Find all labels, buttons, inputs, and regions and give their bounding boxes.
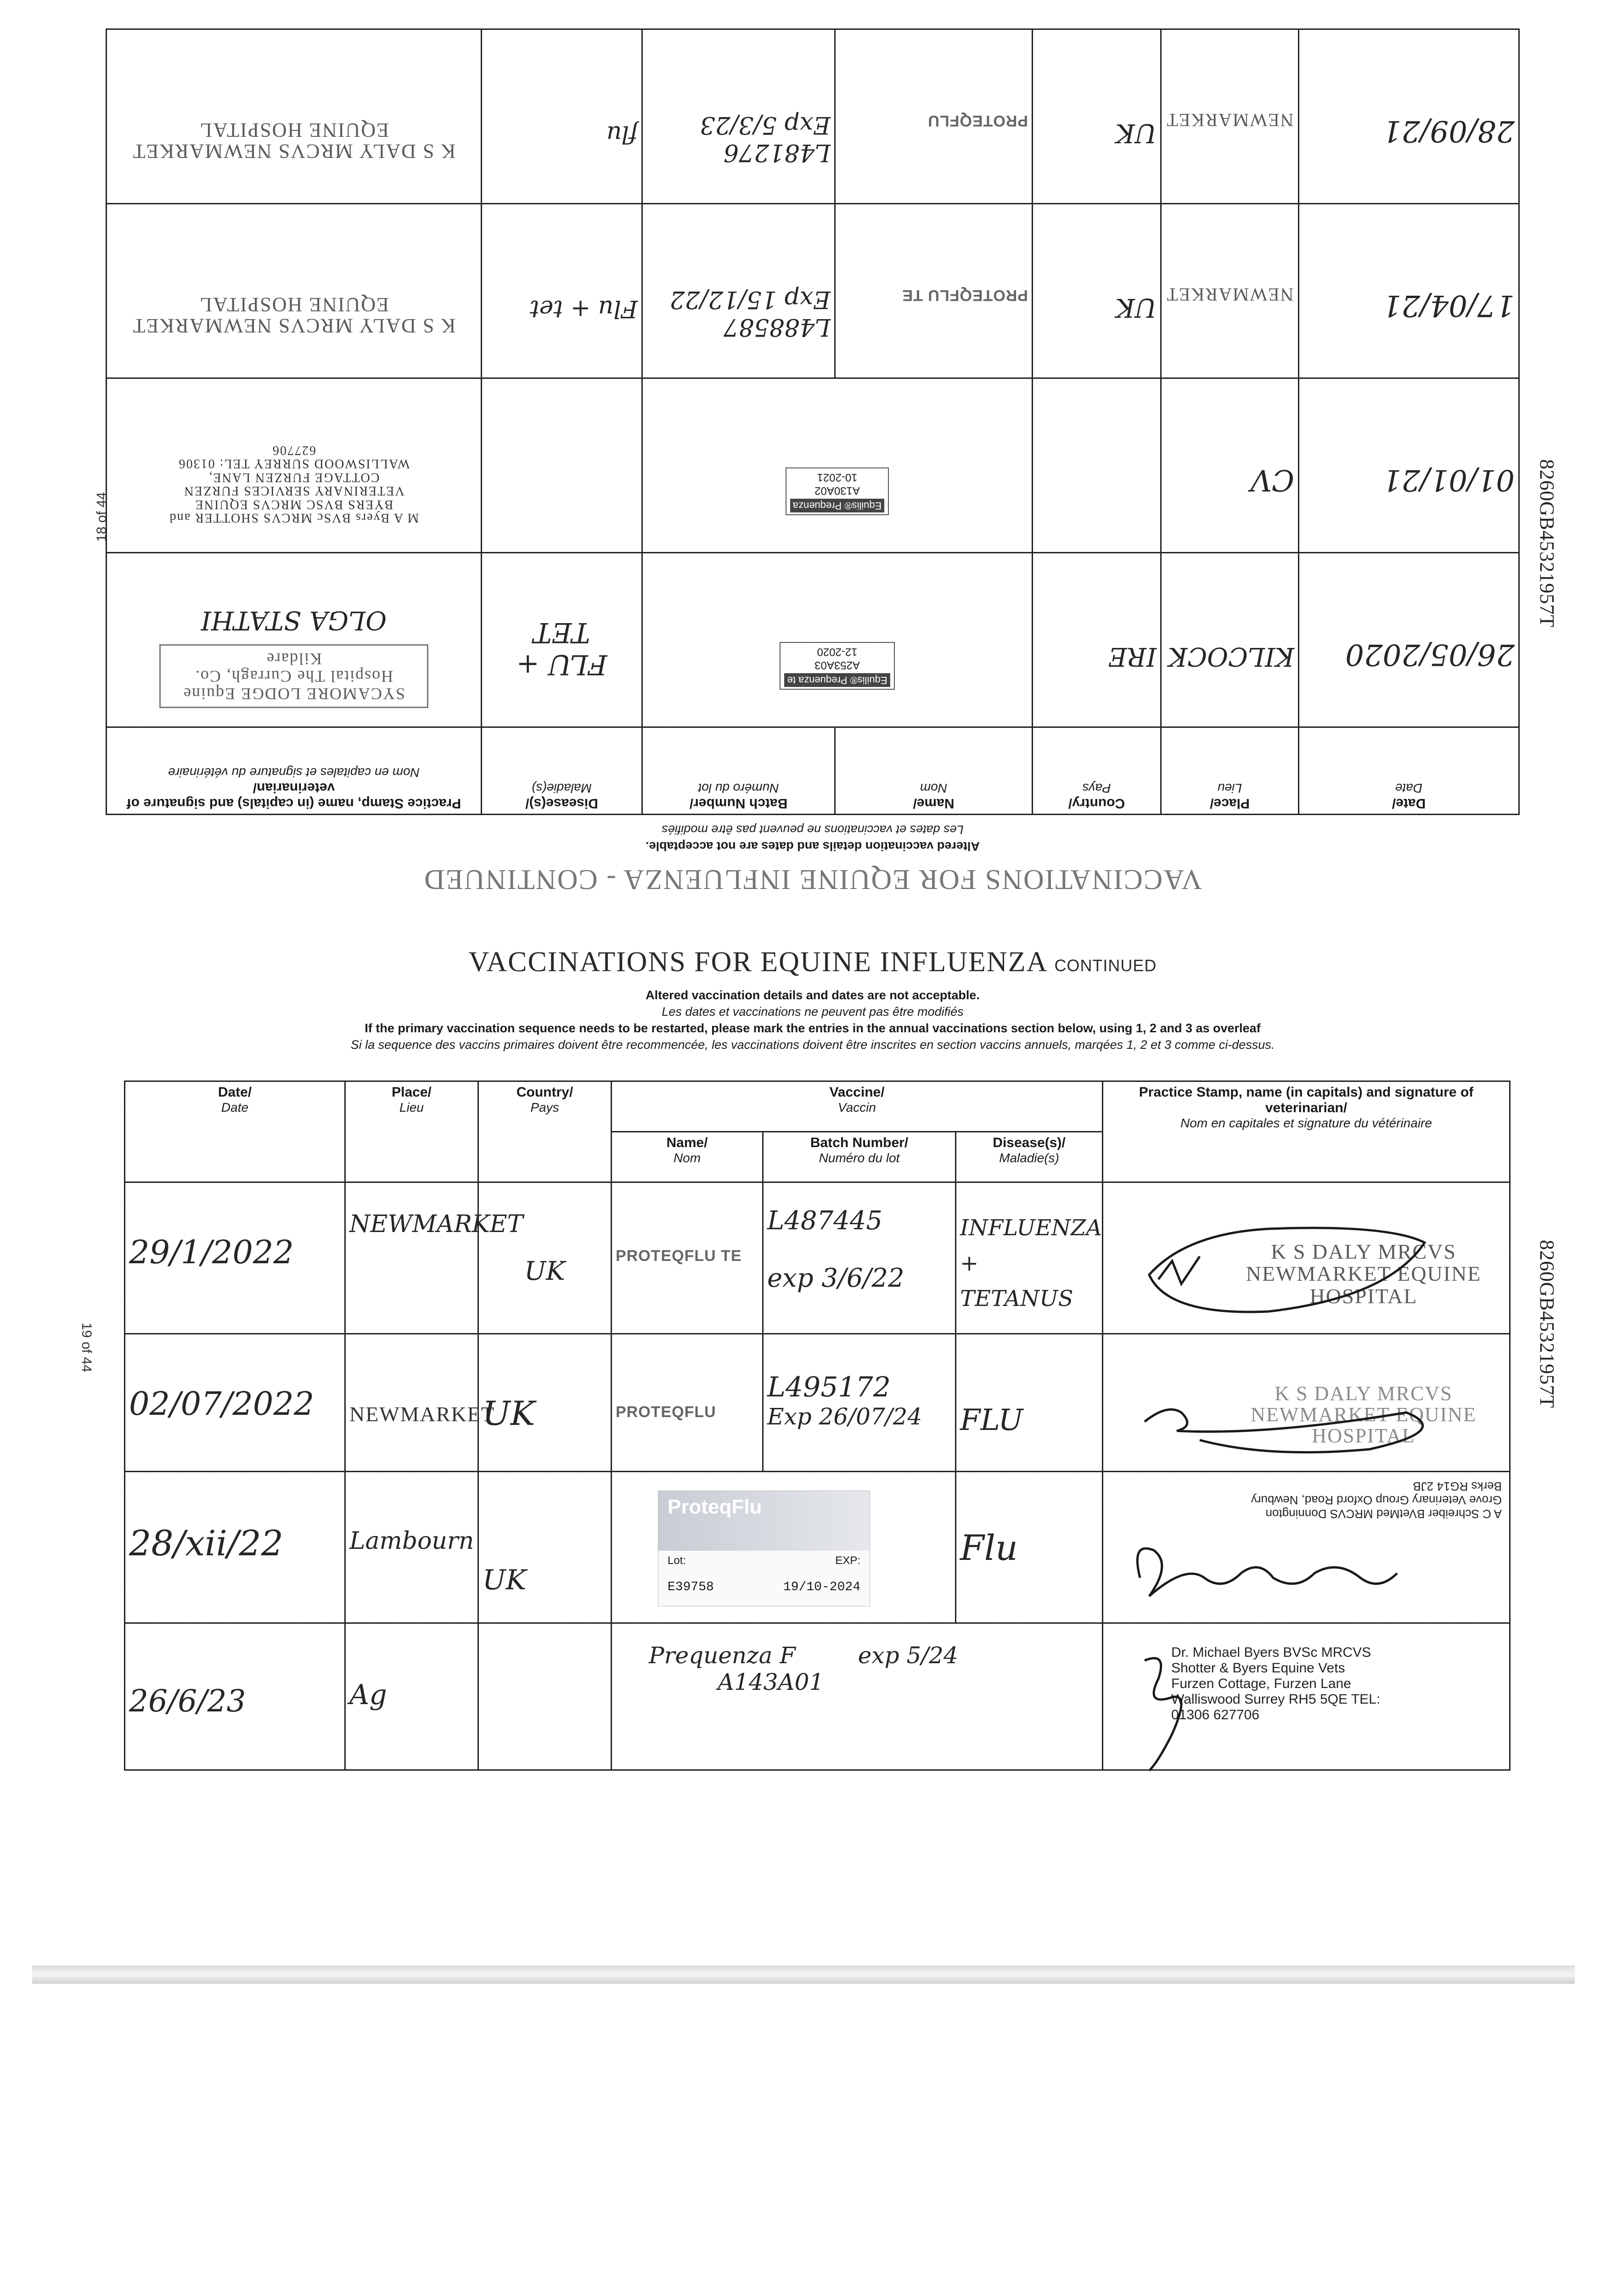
row-disease: FLU + TET [482,553,642,727]
row-name: PROTEQFLU [612,1334,763,1472]
row-stamp: A C Schreiber BVetMed MRCVS Donnington Grove Veterinary Group Oxford Road, Newbury Berks RG14 2JB [1103,1472,1510,1623]
notice-line-2: Les dates et vaccinations ne peuvent pas être modifiés [662,1005,964,1019]
row-country: UK [478,1182,612,1334]
row-stamp: M A Byers BVSc MRCVS SHOTTER and BYERS BVSC MRCVS EQUINE VETERINARY SERVICES FURZEN COTTAGE FURZEN LANE, WALLISWOOD SURREY TEL: 01306 627706 [107,378,482,553]
row-stamp: K S DALY MRCVS NEWMARKET EQUINE HOSPITAL [107,204,482,378]
top-vaccination-table [106,28,1520,815]
row-country: UK [1033,204,1161,378]
row-batch: L481276 Exp 5/3/23 [642,29,835,204]
top-notice-en: Altered vaccination details and dates are not acceptable. [646,839,980,853]
th-date: Date/ Date [125,1081,345,1182]
table-row [125,1182,1510,1334]
page-title-suffix: CONTINUED [1054,956,1157,975]
vaccination-table [124,1080,1511,1771]
row-disease: Flu [956,1472,1103,1623]
top-notice [106,822,1520,855]
top-notice-fr: Les dates et vaccinations ne peuvent pas être modifiés [662,823,964,837]
batch-expiry: Exp 26/07/24 [767,1403,922,1430]
row-date: 02/07/2022 [125,1334,345,1472]
row-name: PROTEQFLU TE [835,204,1033,378]
vaccine-sticker: Equilis® Prequenza A130A02 10-2021 [786,467,889,515]
row-country: UK [478,1472,612,1623]
row-batch: L488587 Exp 15/12/22 [642,204,835,378]
row-disease: Flu + tet [482,204,642,378]
th-batch: Batch Number/ Numéro du lot [763,1132,956,1182]
row-stamp: K S DALY MRCVS NEWMARKET EQUINE HOSPITAL [1103,1334,1510,1472]
row-vaccine-sticker [642,553,1033,727]
batch-number: L487445 [767,1206,882,1236]
page-title: VACCINATIONS FOR EQUINE INFLUENZA CONTINUED [468,946,1157,978]
table-row [125,1623,1510,1770]
page-19 [106,946,1520,1938]
passport-id-bottom: 8260GB453219​57T [1536,1240,1558,1408]
sticker-brand: ProteqFlu [658,1491,870,1551]
row-name: Prequenza F [649,1642,796,1669]
page-number-top: 18 of 44 [94,492,109,542]
th-country: Country/ Pays [1033,727,1161,815]
table-row [125,1334,1510,1472]
row-place: CV [1161,378,1299,553]
passport-id-top: 8260GB453219​57T [1536,459,1558,628]
notice-line-3: If the primary vaccination sequence needs to be restarted, please mark the entries in the annual vaccinations section below, using 1, 2 and 3 as overleaf [365,1021,1261,1035]
row-stamp: Dr. Michael Byers BVSc MRCVS Shotter & Byers Equine Vets Furzen Cottage, Furzen Lane Walliswood Surrey RH5 5QE TEL: 01306 627706 [1103,1623,1510,1770]
row-date: 26/05/2020 [1299,553,1519,727]
table-row [107,378,1519,553]
th-name: Name/ Nom [835,727,1033,815]
th-country: Country/ Pays [478,1081,612,1182]
sticker-lot-label: Lot: [668,1554,686,1567]
th-stamp: Practice Stamp, name (in capitals) and signature of veterinarian/ Nom en capitales et signature du vétérinaire [107,727,482,815]
top-heading: VACCINATIONS FOR EQUINE INFLUENZA - CONTINUED [423,864,1202,895]
table-row [107,29,1519,204]
batch-number: A143A01 [718,1669,824,1695]
row-name: PROTEQFLU [835,29,1033,204]
table-row [107,204,1519,378]
vet-signature [1131,1206,1434,1325]
row-stamp: K S DALY MRCVS NEWMARKET EQUINE HOSPITAL [1103,1182,1510,1334]
row-place: NEWMARKET [1161,204,1299,378]
th-stamp: Practice Stamp, name (in capitals) and signature of veterinarian/ Nom en capitales et signature du vétérinaire [1103,1081,1510,1182]
th-disease: Disease(s)/ Maladie(s) [956,1132,1103,1182]
sticker-exp-label: EXP: [835,1554,860,1567]
vet-signature [1122,1523,1443,1615]
row-disease: flu [482,29,642,204]
row-place: KILCOCK [1161,553,1299,727]
vet-signature [1117,1642,1209,1780]
batch-number: L495172 [767,1371,891,1403]
page-number-bottom: 19 of 44 [79,1322,94,1373]
row-batch [763,1334,956,1472]
sticker-exp: 19/10-2024 [783,1580,860,1594]
row-stamp: SYCAMORE LODGE Equine Hospital The Curragh, Co. Kildare OLGA STATHI [107,553,482,727]
th-vaccine: Vaccine/ Vaccin [612,1081,1103,1132]
row-place: NEWMARKET [345,1334,478,1472]
th-date: Date/ Date [1299,727,1519,815]
row-vaccine-sticker [642,378,1033,553]
vaccine-sticker: Equilis® Prequenza te A253A03 12-2020 [780,642,895,690]
row-country [478,1623,612,1770]
row-place: NEWMARKET [345,1182,478,1334]
row-date: 26/6/23 [125,1623,345,1770]
th-batch: Batch Number/ Numéro du lot [642,727,835,815]
proteqflu-sticker [658,1491,870,1606]
row-date: 17/04/21 [1299,204,1519,378]
row-disease: FLU [956,1334,1103,1472]
row-disease: INFLUENZA + TETANUS [956,1182,1103,1334]
restart-notice [106,987,1520,1053]
table-row [107,553,1519,727]
batch-expiry: exp 5/24 [858,1642,958,1669]
row-place: Ag [345,1623,478,1770]
row-disease [482,378,642,553]
th-disease: Disease(s)/ Maladie(s) [482,727,642,815]
row-date: 28/xii/22 [125,1472,345,1623]
scan-edge [32,1965,1575,1984]
sticker-lot: E39758 [668,1580,714,1594]
row-place: NEWMARKET [1161,29,1299,204]
table-row [125,1472,1510,1623]
notice-line-4: Si la sequence des vaccins primaires doivent être recommencée, les vaccinations doivent être inscrites en section vaccins annuels, marqées 1, 2 et 3 comme ci-dessus. [350,1038,1275,1052]
row-name: PROTEQFLU TE [612,1182,763,1334]
row-country [1033,378,1161,553]
row-country: UK [478,1334,612,1472]
row-vaccine-sticker [612,1472,956,1623]
notice-line-1: Altered vaccination details and dates are not acceptable. [646,988,980,1002]
th-place: Place/ Lieu [345,1081,478,1182]
row-batch [763,1182,956,1334]
th-name: Name/ Nom [612,1132,763,1182]
row-date: 01/01/21 [1299,378,1519,553]
row-stamp: K S DALY MRCVS NEWMARKET EQUINE HOSPITAL [107,29,482,204]
row-country: UK [1033,29,1161,204]
row-date: 29/1/2022 [125,1182,345,1334]
upside-down-page [106,87,1520,895]
row-vaccine-handwritten [612,1623,1103,1770]
row-place: Lambourn [345,1472,478,1623]
row-country: IRE [1033,553,1161,727]
batch-expiry: exp 3/6/22 [767,1263,904,1293]
row-date: 28/09/21 [1299,29,1519,204]
vet-signature [1131,1371,1452,1463]
th-place: Place/ Lieu [1161,727,1299,815]
